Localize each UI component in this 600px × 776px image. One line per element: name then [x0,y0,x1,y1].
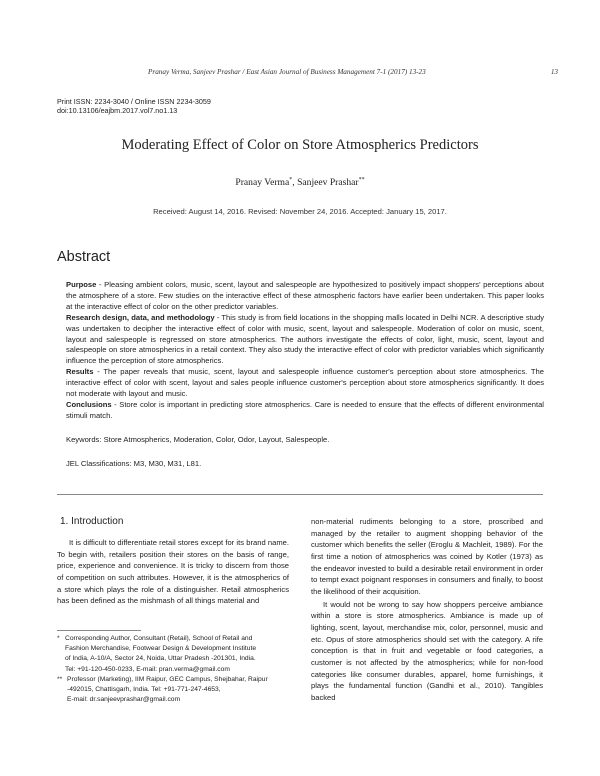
design-text: - This study is from field locations in the shopping malls located in Delhi NCR. A descriptive study was undertaken to decipher the interactive effect of color with music, scent, layout and salespeople. Moderation of color on music, scent, layout and salespeople is regressed on store atmospherics. The authors investigate the effects of color, light, music, scent, layout and salespeople on store atmospherics in a retail context. They also study the interactive effect of color with predictor variables which significantly influence the perception of store atmospherics. [66,312,544,366]
authors [0,177,600,188]
abstract-body [66,280,544,422]
intro-paragraph-2: non-material rudiments belonging to a store, proscribed and managed by the retailer to augment shopping behavior of the customer which benefits the seller (Eroglu & Machleit, 1989). For the first time a notion of atmospherics was coined by Kotler (1973) as the endeavor invested to build a desirable retail environment in order to tempt exact poignant responses in consumers and finally, to boost the likelihood of their acquisition. [311,517,543,596]
intro-paragraph-1: It is difficult to differentiate retail stores except for its brand name. To begin with, retailers position their stores on the basis of range, price, experience and convenience. It is tricky to discern from those of competition on such attributes. However, it is the atmospherics of a store which plays the role of a distinguisher. Retail atmospherics has been defined as the mishmash of all things material and [57,538,289,606]
author-1-mark: * [289,176,293,183]
section-divider [57,494,543,495]
footnote-1-line: Tel: +91-120-450-0233, E-mail: pran.verma@gmail.com [65,665,230,673]
abstract-results [66,367,544,400]
author-2: Sanjeev Prashar [297,177,359,188]
jel-text: M3, M30, M31, L81. [131,459,202,468]
paper-title: Moderating Effect of Color on Store Atmospherics Predictors [121,137,479,153]
purpose-text: - Pleasing ambient colors, music, scent, layout and salespeople are hypothesized to positively impact shoppers' perceptions about the atmosphere of a store. Few studies on the interactive effect of these atmospheric factors have earlier been undertaken. This paper looks at the interactive effect of color on the other predictor variables. [66,280,544,311]
keywords [66,435,544,444]
footnote-1-mark: * [57,635,60,642]
left-column [57,516,289,607]
keywords-label: Keywords: [66,435,102,444]
footnotes [57,634,289,705]
footnote-2-mark: ** [57,675,63,683]
keywords-text: Store Atmospherics, Moderation, Color, Odor, Layout, Salespeople. [101,435,330,444]
conclusions-label: Conclusions [66,399,112,409]
introduction-heading: 1. Introduction [60,516,124,527]
jel-classifications [66,459,544,468]
results-label: Results [66,367,94,377]
author-2-mark: ** [358,176,365,183]
submission-dates: Received: August 14, 2016. Revised: November 24, 2016. Accepted: January 15, 2017. [153,207,447,216]
intro-paragraph-3: It would not be wrong to say how shoppers perceive ambiance within a store is store atmospherics. Ambiance is made up of lighting, scent, layout, merchandise mix, color, personnel, music and etc. Opus of store atmospherics should set with the category. A rife conception is that in fruit and vegetable or food categories, a customer is not affected by the atmospherics; while for non-food categories like consumer durables, apparel, home furnishings, it plays the fundamental function (Gandhi et al., 2010). Tangibles backed [311,599,543,702]
doi-line: doi:10.13106/eajbm.2017.vol7.no1.13 [57,105,178,115]
design-label: Research design, data, and methodology [66,312,215,322]
results-text: - The paper reveals that music, scent, layout and salespeople influence customer's perception about store atmospherics. The interactive effect of color with scent, layout and sales people influence customer's perception about store atmospherics significantly. It does not moderate with layout and music. [66,367,544,399]
abstract-conclusions [66,400,544,422]
purpose-label: Purpose [66,280,97,289]
right-column [311,516,543,704]
page-number: 13 [550,68,558,76]
footnote-1-line: Fashion Merchandise, Footwear Design & Development Institute [65,645,257,653]
jel-label: JEL Classifications: [66,459,132,468]
running-title: Pranay Verma, Sanjeev Prashar / East Asian Journal of Business Management 7-1 (2017) 13-23 [148,68,426,76]
issn-block [57,98,211,115]
footnote-1-line: of India, A-10/A, Sector 24, Noida, Uttar Pradesh -201301, India. [65,655,256,663]
footnote-2-line: E-mail: dr.sanjeevprashar@gmail.com [67,696,181,704]
issn-line: Print ISSN: 2234-3040 / Online ISSN 2234-3059 [57,97,211,106]
footnote-1 [57,634,289,675]
abstract-purpose [66,280,544,313]
footnote-2-line: -492015, Chattisgarh, India. Tel: +91-771-247-4653, [67,686,221,694]
abstract-design [66,313,544,368]
footnote-divider [57,630,141,631]
footnote-1-line: Corresponding Author, Consultant (Retail), School of Retail and [65,635,253,642]
author-separator: , [292,177,298,188]
author-1: Pranay Verma [235,177,290,188]
conclusions-text: - Store color is important in predicting store atmospherics. Care is needed to ensure that the effects of different environmental stimuli match. [66,399,544,420]
abstract-heading: Abstract [57,249,111,265]
footnote-2 [57,675,289,706]
footnote-2-line: Professor (Marketing), IIM Raipur, GEC Campus, Shejbahar, Raipur [67,675,268,683]
